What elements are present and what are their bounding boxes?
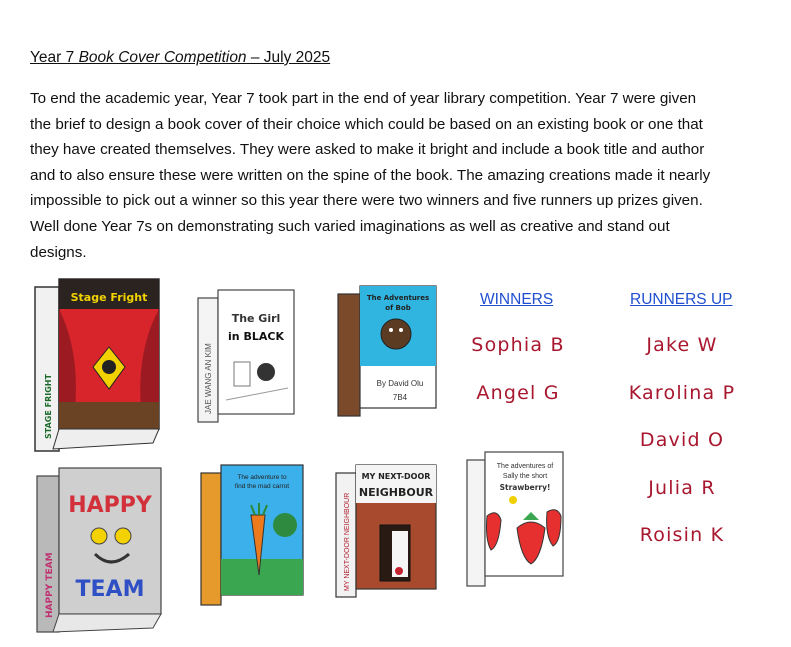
title-year: Year 7 (30, 49, 79, 66)
title-date: – July 2025 (246, 49, 331, 66)
book-author-adventures: By David Olu (376, 379, 424, 388)
book-spine-happy-team: HAPPY TEAM (45, 552, 55, 618)
book-cover-stage-fright (33, 277, 161, 453)
book-cover-adventures-of-bob (336, 284, 438, 418)
runner-up-name: Roisin K (639, 524, 725, 546)
book-title-neighbour-line2: NEIGHBOUR (358, 486, 434, 499)
book-title-sally-line1: The adventures of (496, 463, 554, 470)
book-title-adventures-line1: The Adventures (366, 294, 430, 302)
book-title-adventures-line2: of Bob (385, 304, 411, 312)
book-spine-girl-in-black: JAE WANG AN KIM (204, 343, 213, 414)
runners-up-heading: RUNNERS UP (630, 291, 733, 308)
title-competition: Book Cover Competition (78, 49, 247, 66)
book-title-carrot-line2: find the mad carrot (234, 483, 290, 490)
book-cover-mad-carrot (199, 463, 305, 607)
book-title-girl-line1: The Girl (231, 312, 281, 325)
winners-heading: WINNERS (480, 291, 554, 308)
intro-paragraph: To end the academic year, Year 7 took part in the end of year library competition. Year 7 were given the brief to design a book cover of their choice which could be based on an existing book or one that they have created themselves. They were asked to make it bright and include a book title and author and to also ensure these were written on the spine of the book. The amazing creations made it nearly impossible to pick out a winner so this year there were two winners and five runners up prizes given. Well done Year 7s on demonstrating such varied imaginations as well as creative and stand out designs. (30, 90, 711, 261)
book-spine-stage-fright: STAGE FRIGHT (44, 374, 53, 439)
book-class-adventures: 7B4 (392, 393, 408, 402)
runner-up-name: Julia R (648, 477, 716, 499)
runner-up-name: Karolina P (628, 382, 736, 404)
book-title-sally-line2: Sally the short (502, 473, 548, 480)
runner-up-name: David O (639, 429, 725, 451)
book-title-happy-line1: HAPPY (68, 493, 152, 518)
book-cover-sally-strawberry (465, 450, 565, 588)
book-title-neighbour-line1: MY NEXT-DOOR (361, 472, 431, 481)
book-title-stage-fright: Stage Fright (70, 291, 148, 304)
book-cover-next-door-neighbour (334, 463, 438, 599)
book-spine-neighbour: MY NEXT-DOOR NEIGHBOUR (344, 492, 351, 591)
book-cover-girl-in-black (196, 288, 296, 424)
book-cover-happy-team (35, 466, 163, 634)
article-title (30, 49, 330, 67)
book-title-carrot-line1: The adventure to (237, 474, 287, 481)
book-title-sally-line3: Strawberry! (499, 483, 551, 492)
runner-up-name: Jake W (646, 334, 718, 356)
winner-name: Sophia B (471, 334, 565, 356)
winner-name: Angel G (476, 382, 560, 404)
book-title-happy-line2: TEAM (75, 577, 145, 602)
book-title-girl-line2: in BLACK (228, 330, 284, 343)
